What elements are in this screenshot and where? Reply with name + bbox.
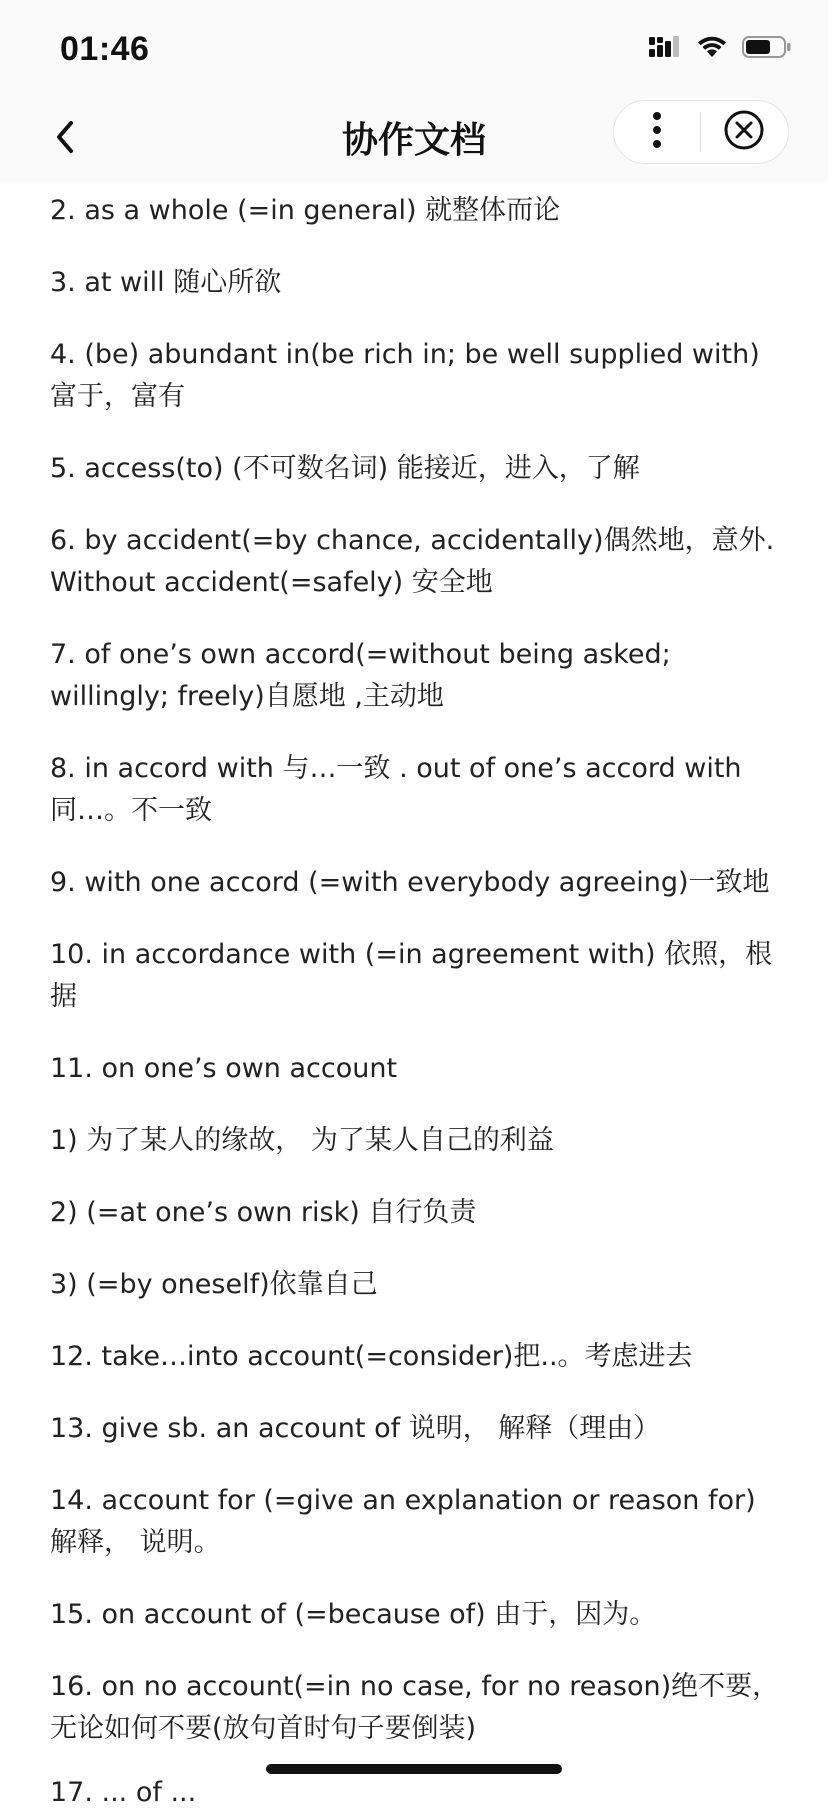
battery-icon	[742, 35, 792, 63]
document-paragraph: 8. in accord with 与…一致 . out of one’s accord with 同…。不一致	[50, 753, 742, 826]
document-paragraph: 7. of one’s own accord(=without being asked; willingly; freely)自愿地 ,主动地	[50, 639, 671, 712]
nav-bar	[0, 96, 828, 182]
home-indicator[interactable]	[266, 1764, 562, 1774]
document-paragraph: 2) (=at one’s own risk) 自行负责	[50, 1197, 477, 1228]
document-paragraph: 11. on one’s own account	[50, 1053, 398, 1084]
wifi-icon	[696, 35, 728, 63]
document-paragraph: 1) 为了某人的缘故， 为了某人自己的利益	[50, 1125, 554, 1156]
document-paragraph: 6. by accident(=by chance, accidentally)偶然地，意外. Without accident(=safely) 安全地	[50, 525, 775, 598]
document-paragraph: 4. (be) abundant in(be rich in; be well supplied with) 富于，富有	[50, 339, 760, 412]
close-circle-icon	[723, 109, 765, 155]
status-time: 01:46	[60, 30, 150, 68]
close-button[interactable]	[701, 100, 789, 164]
document-paragraph: 14. account for (=give an explanation or reason for) 解释， 说明。	[50, 1485, 756, 1558]
document-paragraph: 9. with one accord (=with everybody agreeing)一致地	[50, 867, 770, 898]
document-paragraph: 10. in accordance with (=in agreement with) 依照，根据	[50, 939, 773, 1012]
signal-icon	[648, 35, 682, 63]
more-button[interactable]	[614, 100, 700, 164]
document-paragraph: 3) (=by oneself)依靠自己	[50, 1269, 378, 1300]
clipped-paragraph: 17. ... of ...	[50, 1777, 197, 1808]
status-bar	[0, 0, 828, 96]
status-icons	[648, 34, 792, 64]
document-paragraph: 15. on account of (=because of) 由于，因为。	[50, 1599, 657, 1630]
document-paragraph: 12. take…into account(=consider)把..。考虑进去	[50, 1341, 693, 1372]
document-paragraph: 5. access(to) (不可数名词) 能接近，进入，了解	[50, 453, 640, 484]
document-paragraph: 13. give sb. an account of 说明， 解释（理由）	[50, 1413, 661, 1444]
mini-program-capsule	[613, 100, 789, 164]
document-content	[50, 182, 780, 1780]
document-paragraph: 3. at will 随心所欲	[50, 267, 282, 298]
document-paragraph: 2. as a whole (=in general) 就整体而论	[50, 195, 561, 226]
more-vertical-icon	[651, 110, 663, 154]
document-paragraph: 16. on no account(=in no case, for no reason)绝不要，无论如何不要(放句首时句子要倒装)	[50, 1671, 780, 1744]
page-title: 协作文档	[341, 120, 486, 161]
